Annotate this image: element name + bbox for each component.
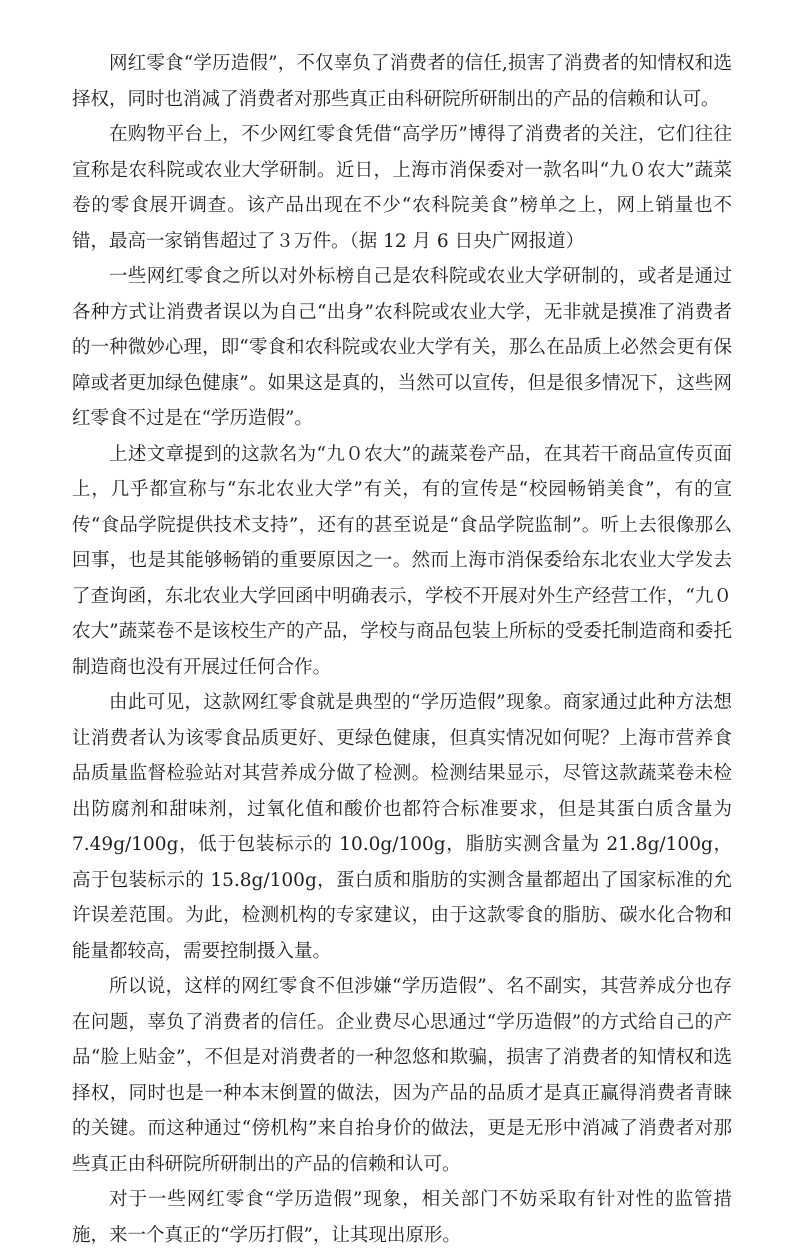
paragraph-5: 由此可见，这款网红零食就是典型的“学历造假”现象。商家通过此种方法想让消费者认为该零食品质更好、更绿色健康，但真实情况如何呢？上海市营养食品质量监督检验站对其营养成分做了检测。检测结果显示，尽管这款蔬菜卷未检出防腐剂和甜味剂，过氧化值和酸价也都符合标准要求，但是其蛋白质含量为 7.49g/100g，低于包装标示的 10.0g/100g，脂肪实测含量为 21.8g/100g，高于包装标示的 15.8g/100g，蛋白质和脂肪的实测含量都超出了国家标准的允许误差范围。为此，检测机构的专家建议，由于这款零食的脂肪、碳水化合物和能量都较高，需要控制摄入量。 xyxy=(72,692,732,962)
paragraph-1: 网红零食“学历造假”，不仅辜负了消费者的信任,损害了消费者的知情权和选择权，同时也消减了消费者对那些真正由科研院所研制出的产品的信赖和认可。 xyxy=(72,53,732,110)
paragraph-2: 在购物平台上，不少网红零食凭借“高学历”博得了消费者的关注，它们往往宣称是农科院或农业大学研制。近日，上海市消保委对一款名叫“九０农大”蔬菜卷的零食展开调查。该产品出现在不少“农科院美食”榜单之上，网上销量也不错，最高一家销售超过了３万件。（据 12 月 6 日央广网报道） xyxy=(72,124,732,252)
paragraph-6: 所以说，这样的网红零食不但涉嫌“学历造假”、名不副实，其营养成分也存在问题，辜负了消费者的信任。企业费尽心思通过“学历造假”的方式给自己的产品“脸上贴金”，不但是对消费者的一种忽悠和欺骗，损害了消费者的知情权和选择权，同时也是一种本末倒置的做法，因为产品的品质才是真正赢得消费者青睐的关键。而这种通过“傍机构”来自抬身价的做法，更是无形中消减了消费者对那些真正由科研院所研制出的产品的信赖和认可。 xyxy=(72,976,732,1175)
article-body xyxy=(72,46,732,1253)
paragraph-4: 上述文章提到的这款名为“九０农大”的蔬菜卷产品，在其若干商品宣传页面上，几乎都宣称与“东北农业大学”有关，有的宣传是“校园畅销美食”，有的宣传“食品学院提供技术支持”，还有的甚至说是“食品学院监制”。听上去很像那么回事，也是其能够畅销的重要原因之一。然而上海市消保委给东北农业大学发去了查询函，东北农业大学回函中明确表示，学校不开展对外生产经营工作，“九０农大”蔬菜卷不是该校生产的产品，学校与商品包装上所标的受委托制造商和委托制造商也没有开展过任何合作。 xyxy=(72,443,732,678)
paragraph-3: 一些网红零食之所以对外标榜自己是农科院或农业大学研制的，或者是通过各种方式让消费者误以为自己“出身”农科院或农业大学，无非就是摸准了消费者的一种微妙心理，即“零食和农科院或农业大学有关，那么在品质上必然会更有保障或者更加绿色健康”。如果这是真的，当然可以宣传，但是很多情况下，这些网红零食不过是在“学历造假”。 xyxy=(72,266,732,429)
paragraph-7: 对于一些网红零食“学历造假”现象，相关部门不妨采取有针对性的监管措施，来一个真正的“学历打假”，让其现出原形。 xyxy=(72,1189,732,1246)
